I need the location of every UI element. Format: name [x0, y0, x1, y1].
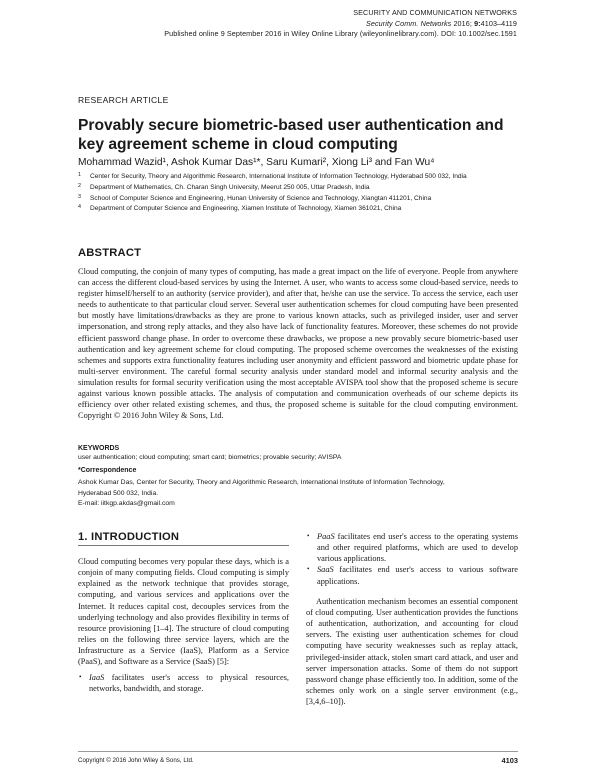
journal-name: SECURITY AND COMMUNICATION NETWORKS: [353, 8, 517, 17]
page-number: 4103: [501, 756, 518, 765]
correspondence-email[interactable]: E-mail: iitkgp.akdas@gmail.com: [78, 500, 175, 508]
service-layer-list-continued: [306, 531, 518, 587]
affiliation-list: [78, 172, 548, 215]
keywords-heading: KEYWORDS: [78, 445, 120, 452]
intro-paragraph: Cloud computing becomes very popular these days, which is a conjoin of many computing fields. Cloud computing is simply explained as the network technique that provides storage, computing, and various services and applications over the Internet. It reduces capital cost, decouples services from the underlying technology and also provides flexibility in terms of resource provisioning [1–4]. The structure of cloud computing relies on the following three service layers, which are the Infrastructure as a Service (IaaS), Platform as a Service (PaaS), and Software as a Service (SaaS) [5]:: [78, 557, 289, 667]
list-item: • IaaS facilitates user's access to physical resources, networks, bandwidth, and storage.: [79, 672, 289, 693]
affiliation-item: 2 Department of Mathematics, Ch. Charan Singh University, Meerut 250 005, Uttar Pradesh, India: [78, 182, 370, 191]
correspondence-line: Ashok Kumar Das, Center for Security, Theory and Algorithmic Research, International Institute of Information Technology,: [78, 479, 445, 486]
list-item: • PaaS facilitates end user's access to the operating systems and other required platforms, which are used to develop various applications.: [307, 532, 518, 564]
bullet-icon: •: [307, 532, 310, 540]
right-column: [306, 531, 518, 707]
correspondence-text: [78, 478, 498, 510]
section-divider: [78, 545, 289, 546]
bullet-icon: •: [307, 565, 310, 574]
article-type: RESEARCH ARTICLE: [78, 95, 169, 105]
left-column: [78, 556, 289, 694]
keywords-text: user authentication; cloud computing; smart card; biometrics; provable security; AVISPA: [78, 454, 342, 461]
author-list: Mohammad Wazid¹, Ashok Kumar Das¹*, Saru Kumari², Xiong Li³ and Fan Wu⁴: [78, 157, 435, 168]
paper-title: Provably secure biometric-based user authentication and key agreement scheme in cloud computing: [78, 117, 504, 153]
journal-header: [164, 8, 517, 40]
footer-copyright: Copyright © 2016 John Wiley & Sons, Ltd.: [78, 757, 194, 764]
list-item: • SaaS facilitates end user's access to various software applications.: [307, 565, 518, 586]
affiliation-item: 4 Department of Computer Science and Engineering, Xiamen Institute of Technology, Xiamen 361021, China: [78, 204, 402, 213]
citation-line: Security Comm. Networks 2016; 9:4103–4119: [365, 18, 517, 28]
correspondence-heading: *Correspondence: [78, 467, 137, 474]
service-layer-list: [78, 672, 289, 694]
affiliation-item: 1 Center for Security, Theory and Algorithmic Research, International Institute of Information Technology, Hyderabad 500 032, India: [78, 172, 467, 180]
bullet-icon: •: [79, 672, 82, 681]
footer-divider: [78, 751, 518, 752]
abstract-text: Cloud computing, the conjoin of many types of computing, has made a great impact on the life of everyone. People from anywhere can access the different cloud-based services by using the Internet. A user, who wants to access some cloud-based service, needs to register himself/herself to an authority (service provider), and after that, he/she can use the service. To access the service, each user needs to authenticate to that particular cloud server. Several user authentication schemes for cloud computing have been presented but mostly have limitations/drawbacks as they are prone to various known attacks, such as privileged insider, user and server impersonation, and strong reply attacks, and they also have lack of functionality features. Moreover, these schemes do not provide efficient password change phase. In order to overcome these drawbacks, we propose a new provably secure biometric-based user authentication and key agreement scheme for cloud computing. The proposed scheme overcomes the weaknesses of the existing schemes and supports extra functionality features including user anonymity and efficient password and biometric update phase for multi-server environment. The careful formal security analysis under standard model and informal security analysis and the simulation results for formal security verification using the most acceptable AVISPA tool show that the proposed scheme is secure against various known possible attacks. The analysis of computation and communication overheads of our scheme depicts its efficiency over other related existing schemes, and thus, the proposed scheme is suitable for the cloud computing environment. Copyright © 2016 John Wiley & Sons, Ltd.: [78, 267, 518, 421]
abstract-heading: ABSTRACT: [78, 247, 142, 259]
publication-info: Published online 9 September 2016 in Wiley Online Library (wileyonlinelibrary.com). DOI: 10.1002/sec.1591: [164, 29, 517, 39]
introduction-heading: 1. INTRODUCTION: [78, 531, 180, 543]
intro-paragraph: Authentication mechanism becomes an essential component of cloud computing. User authentication provides the functions of authentication, authorization, and accounting for cloud servers. The existing user authentication schemes for cloud computing have security weaknesses such as replay attack, privileged-insider attack, stolen smart card attack, and user and server impersonation attacks. Some of them do not support password change phase efficiently too. In addition, some of the schemes only work on a single server environment (e.g., [3,4,6–10]).: [306, 596, 518, 707]
correspondence-line: Hyderabad 500 032, India.: [78, 489, 159, 497]
affiliation-item: 3 School of Computer Science and Engineering, Hunan University of Science and Technology, Xiangtan 411201, China: [78, 193, 432, 202]
